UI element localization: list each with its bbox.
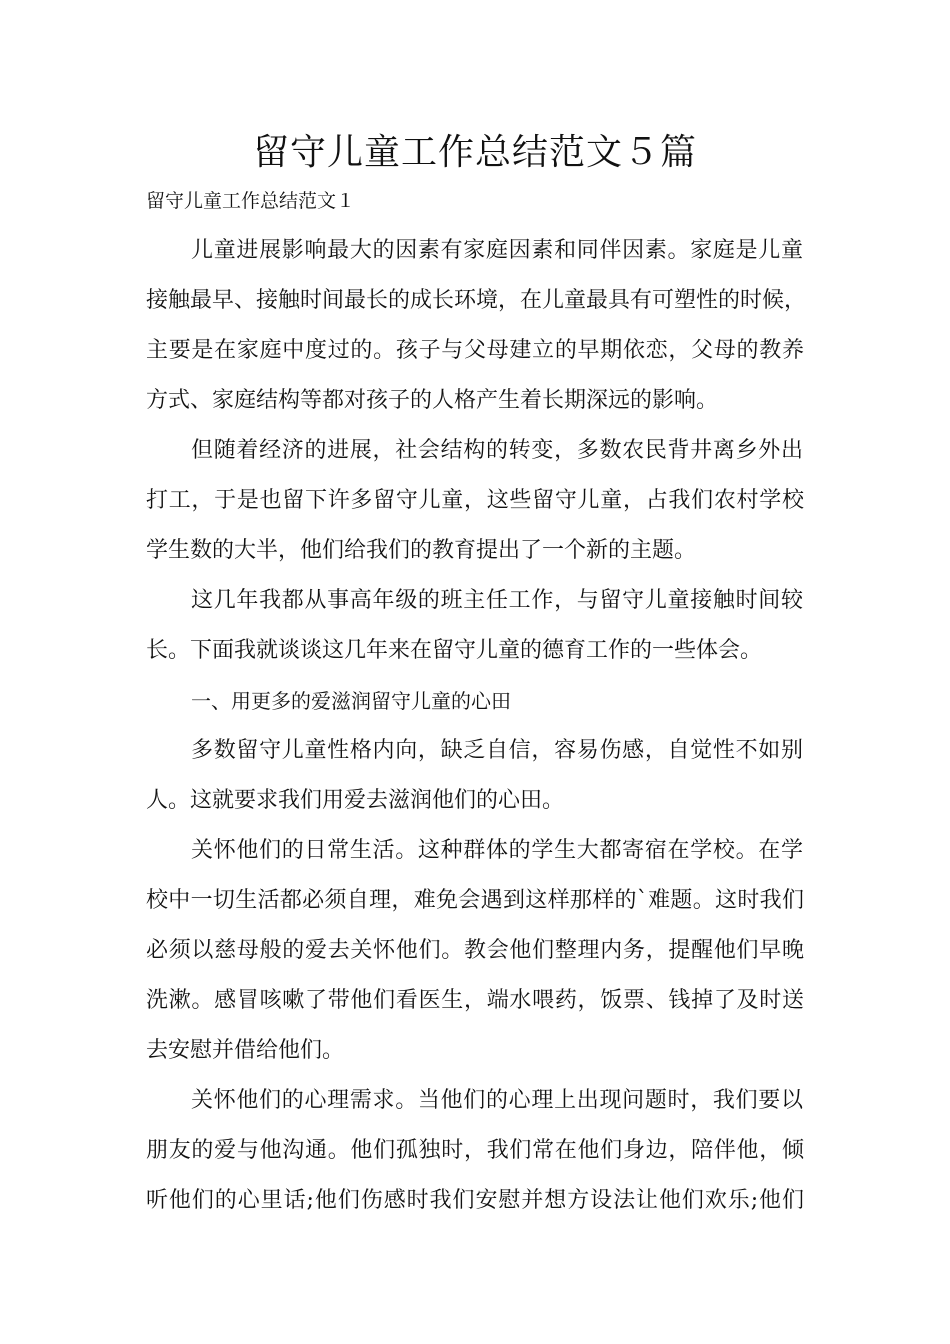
text-line: 方式、家庭结构等都对孩子的人格产生着长期深远的影响。 — [146, 388, 719, 413]
text-line: 洗漱。感冒咳嗽了带他们看医生，端水喂药，饭票、钱掉了及时送 — [146, 988, 804, 1013]
document-title: 留守儿童工作总结范文５篇 — [252, 132, 697, 173]
text-line: 去安慰并借给他们。 — [146, 1038, 345, 1063]
text-line: 长。下面我就谈谈这几年来在留守儿童的德育工作的一些体会。 — [146, 638, 763, 663]
section-heading: 留守儿童工作总结范文１ — [146, 190, 356, 212]
text-line: 人。这就要求我们用爱去滋润他们的心田。 — [146, 788, 565, 813]
text-line: 关怀他们的日常生活。这种群体的学生大都寄宿在学校。在学 — [191, 838, 803, 863]
text-line: 朋友的爱与他沟通。他们孤独时，我们常在他们身边，陪伴他，倾 — [146, 1138, 804, 1163]
text-line: 主要是在家庭中度过的。孩子与父母建立的早期依恋，父母的教养 — [146, 338, 804, 363]
text-line: 但随着经济的进展，社会结构的转变，多数农民背井离乡外出 — [191, 438, 803, 463]
text-line: 打工，于是也留下许多留守儿童，这些留守儿童，占我们农村学校 — [146, 488, 804, 513]
text-line: 听他们的心里话;他们伤感时我们安慰并想方设法让他们欢乐;他们 — [146, 1188, 804, 1213]
text-line: 学生数的大半，他们给我们的教育提出了一个新的主题。 — [146, 538, 697, 563]
text-line: 关怀他们的心理需求。当他们的心理上出现问题时，我们要以 — [191, 1088, 803, 1113]
text-line: 接触最早、接触时间最长的成长环境，在儿童最具有可塑性的时候， — [146, 288, 807, 313]
text-line: 这几年我都从事高年级的班主任工作，与留守儿童接触时间较 — [191, 588, 803, 613]
text-line: 多数留守儿童性格内向，缺乏自信，容易伤感，自觉性不如别 — [191, 738, 803, 763]
text-line: 校中一切生活都必须自理，难免会遇到这样那样的`难题。这时我们 — [146, 888, 804, 913]
text-line: 儿童进展影响最大的因素有家庭因素和同伴因素。家庭是儿童 — [191, 238, 803, 263]
text-line: 一、用更多的爱滋润留守儿童的心田 — [191, 689, 511, 713]
text-line: 必须以慈母般的爱去关怀他们。教会他们整理内务，提醒他们早晚 — [146, 938, 804, 963]
